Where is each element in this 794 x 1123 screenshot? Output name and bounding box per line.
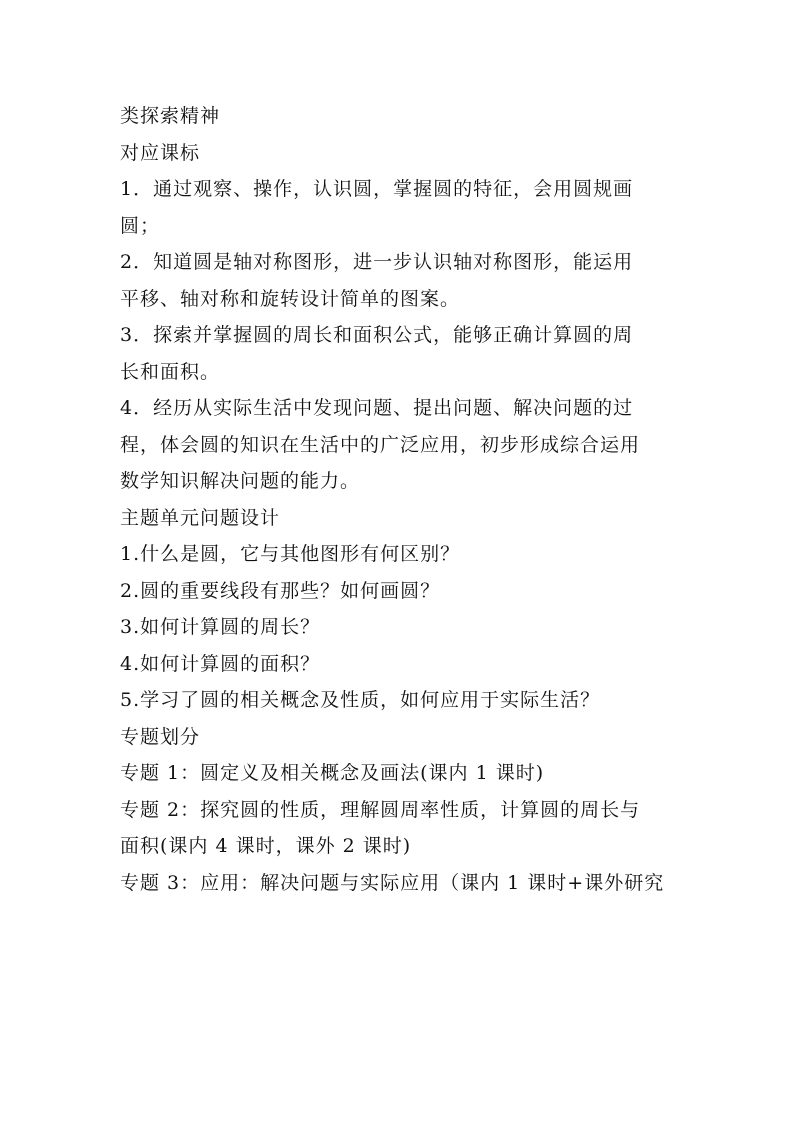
standard-4-line-1: 4．经历从实际生活中发现问题、提出问题、解决问题的过: [120, 397, 634, 419]
topic-1: 专题 1：圆定义及相关概念及画法(课内 1 课时): [120, 762, 545, 784]
document-body: [120, 98, 680, 901]
standard-1-line-2: 圆；: [120, 214, 161, 237]
heading-curriculum-standards: 对应课标: [120, 141, 201, 164]
standard-3-line-1: 3．探索并掌握圆的周长和面积公式，能够正确计算圆的周: [120, 324, 634, 346]
topic-2-line-1: 专题 2：探究圆的性质，理解圆周率性质，计算圆的周长与: [120, 798, 641, 821]
topic-3-line-1: 专题 3：应用：解决问题与实际应用（课内 1 课时+课外研究: [120, 871, 665, 894]
text-line-continuation: 类探索精神: [120, 105, 221, 127]
heading-topic-division: 专题划分: [120, 725, 201, 748]
question-1: 1.什么是圆，它与其他图形有何区别？: [120, 543, 461, 565]
question-5: 5.学习了圆的相关概念及性质，如何应用于实际生活？: [120, 689, 601, 711]
question-2: 2.圆的重要线段有那些？如何画圆？: [120, 579, 441, 602]
standard-4-line-3: 数学知识解决问题的能力。: [120, 470, 361, 492]
heading-unit-questions: 主题单元问题设计: [120, 506, 281, 529]
standard-2-line-2: 平移、轴对称和旋转设计简单的图案。: [120, 287, 461, 310]
standard-4-line-2: 程，体会圆的知识在生活中的广泛应用，初步形成综合运用: [120, 433, 641, 456]
standard-2-line-1: 2．知道圆是轴对称图形，进一步认识轴对称图形，能运用: [120, 251, 634, 273]
standard-1-line-1: 1．通过观察、操作，认识圆，掌握圆的特征，会用圆规画: [120, 178, 634, 200]
question-3: 3.如何计算圆的周长？: [120, 616, 321, 638]
topic-2-line-2: 面积(课内 4 课时，课外 2 课时): [120, 835, 412, 857]
standard-3-line-2: 长和面积。: [120, 360, 221, 383]
question-4: 4.如何计算圆的面积？: [120, 652, 321, 675]
